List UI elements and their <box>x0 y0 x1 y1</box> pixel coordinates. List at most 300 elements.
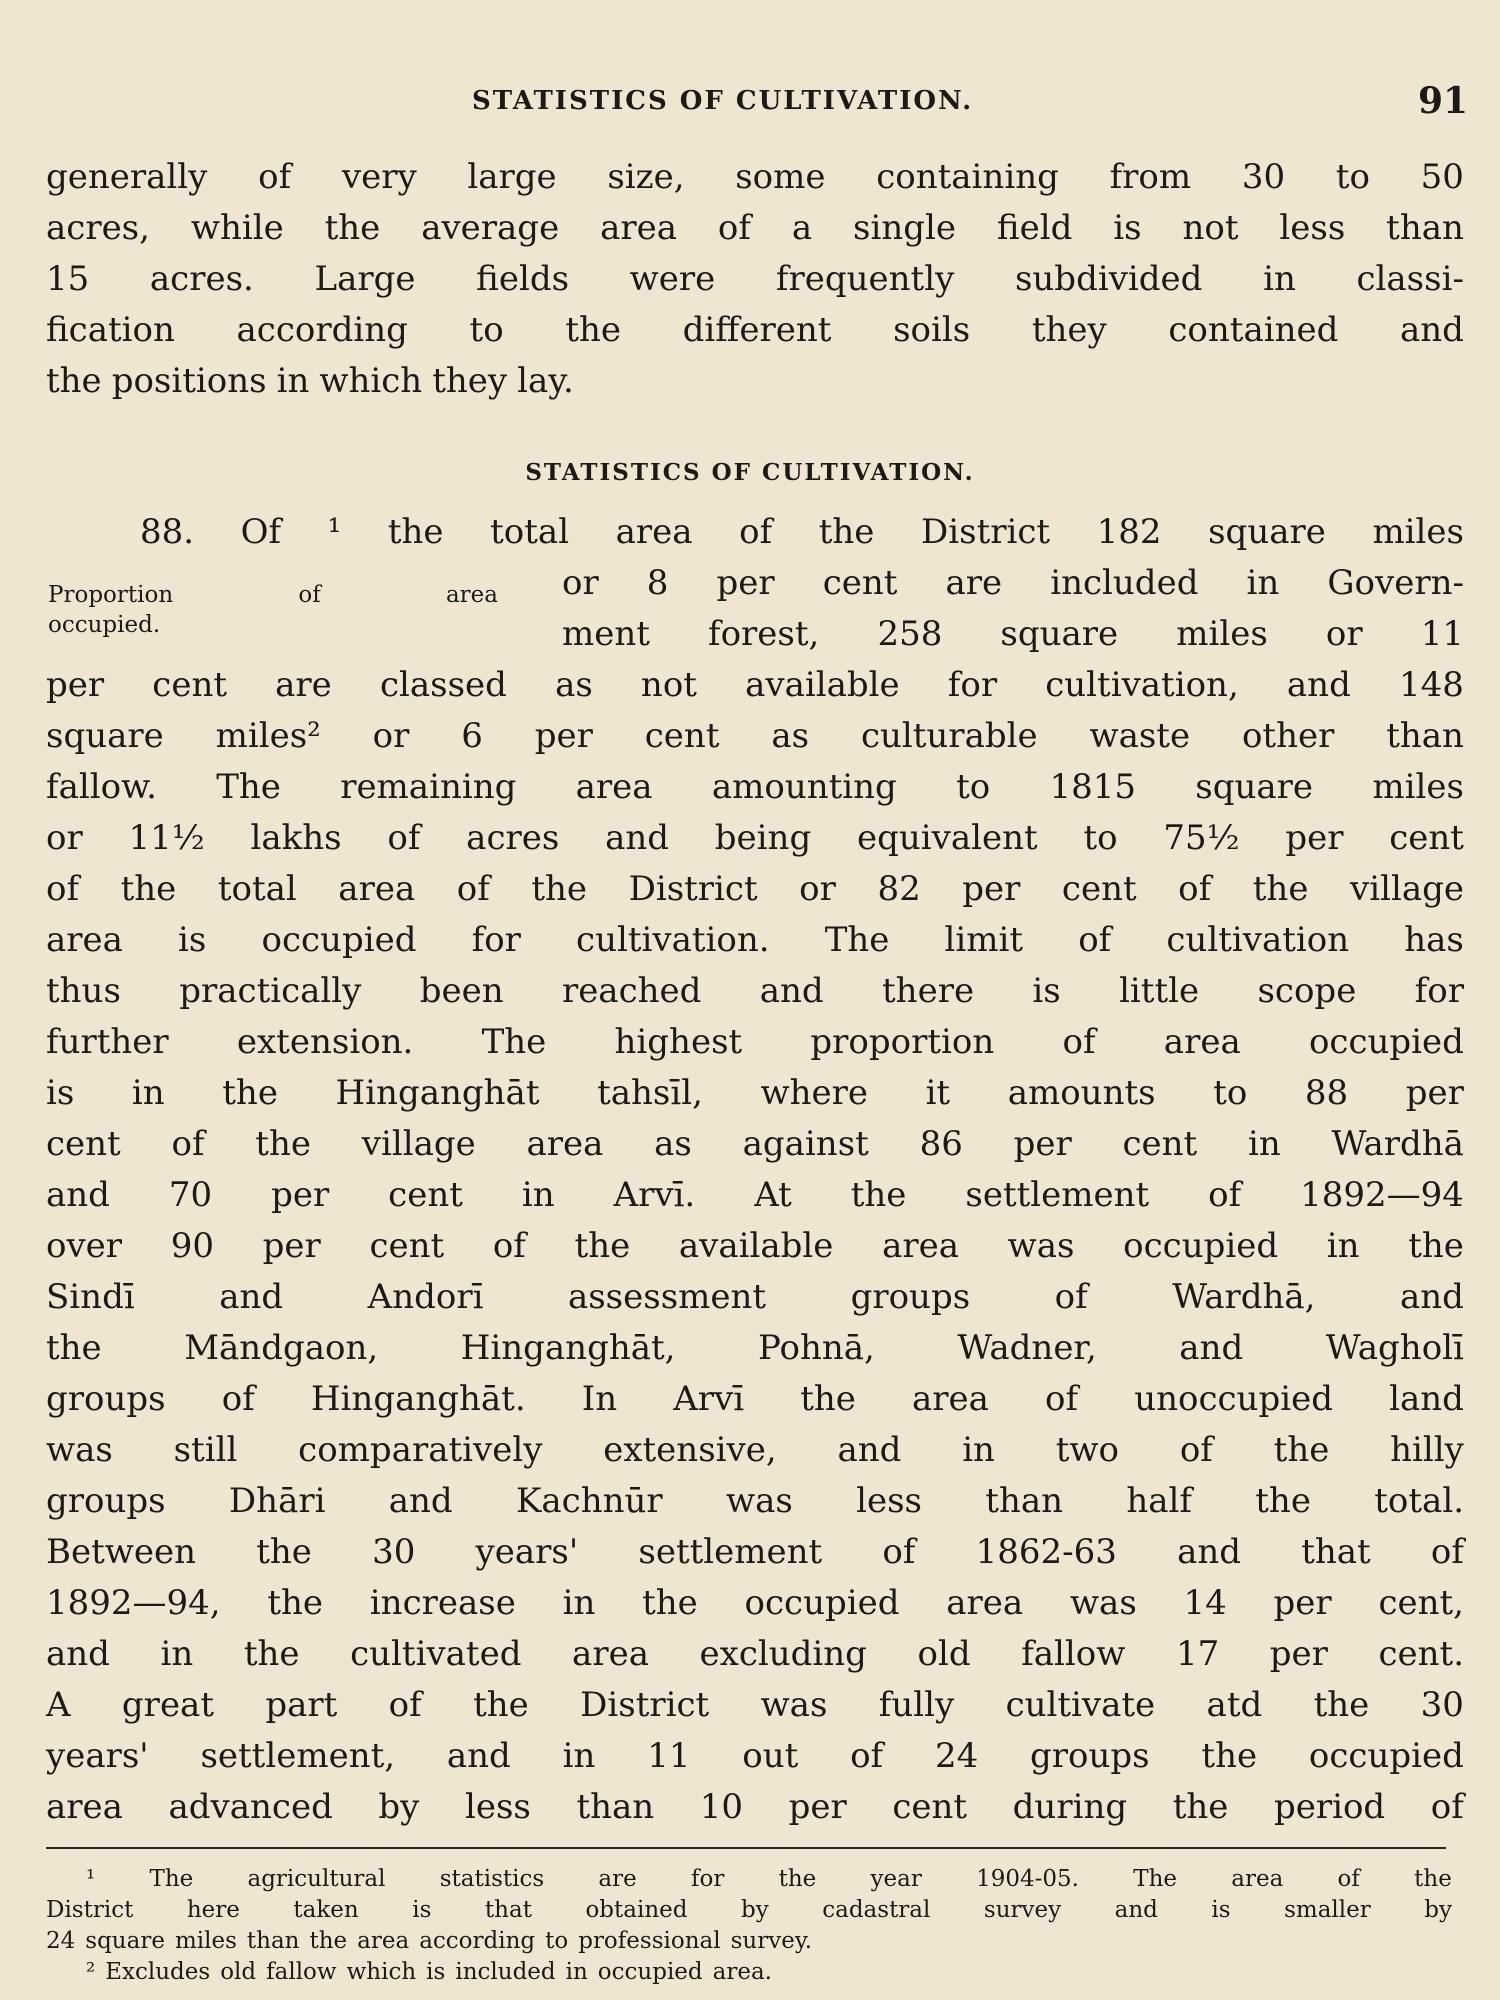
word: the <box>1172 1787 1229 1827</box>
word: The <box>149 1866 194 1892</box>
word: square <box>1000 614 1119 654</box>
word: At <box>754 1175 792 1215</box>
word: less <box>464 1787 531 1827</box>
word: occupied <box>597 1959 703 1985</box>
word: Govern- <box>1327 563 1464 603</box>
word: remaining <box>340 767 517 807</box>
word: 1815 <box>1049 767 1137 807</box>
word: miles <box>1372 767 1464 807</box>
word: equivalent <box>856 818 1038 858</box>
word: miles <box>1372 512 1464 552</box>
word: subdivided <box>1014 259 1203 299</box>
word: 24 <box>46 1928 76 1954</box>
word: square <box>1208 512 1326 552</box>
text-line <box>46 1017 1464 1068</box>
word: they <box>1031 310 1107 350</box>
word: Wagholī <box>1325 1328 1464 1368</box>
footnote-rule <box>46 1847 1446 1849</box>
word: Andorī <box>367 1277 484 1317</box>
word: than <box>576 1787 655 1827</box>
word: is <box>1032 971 1061 1011</box>
word: area <box>526 1124 604 1164</box>
word: ² <box>86 1959 96 1985</box>
word: over <box>46 1226 123 1266</box>
word: according <box>419 1928 536 1954</box>
word: or <box>46 818 83 858</box>
word: the <box>531 869 588 909</box>
word: little <box>1119 971 1200 1011</box>
word: and <box>1400 310 1464 350</box>
word: available <box>745 665 900 705</box>
word: the <box>565 310 621 350</box>
word: of <box>1054 1277 1088 1317</box>
text-line <box>46 1425 1464 1476</box>
word: per <box>1285 818 1344 858</box>
word: and <box>388 1481 453 1521</box>
word: occupied <box>261 920 417 960</box>
word: year <box>870 1866 922 1892</box>
word: and <box>1400 1277 1464 1317</box>
word: 11 <box>1420 614 1464 654</box>
word: the <box>387 512 444 552</box>
text-line <box>140 507 1464 558</box>
word: the <box>256 1532 312 1572</box>
word: increase <box>369 1583 516 1623</box>
word: ¹ <box>86 1866 96 1892</box>
word: ¹ <box>327 512 342 552</box>
word: is <box>412 1897 432 1923</box>
word: to <box>1335 157 1370 197</box>
word: in <box>160 1634 194 1674</box>
word: the <box>800 1379 856 1419</box>
word: taken <box>293 1897 359 1923</box>
word: the <box>120 869 177 909</box>
word: and <box>219 1277 284 1317</box>
word: of <box>1337 1866 1360 1892</box>
text-line <box>46 356 1464 407</box>
word: old <box>917 1634 971 1674</box>
word: fication <box>46 310 175 350</box>
word: were <box>629 259 716 299</box>
word: practically <box>179 971 362 1011</box>
word: obtained <box>585 1897 688 1923</box>
word: in <box>562 1583 596 1623</box>
word: 182 <box>1096 512 1162 552</box>
word: statistics <box>439 1866 545 1892</box>
word: cadastral <box>822 1897 931 1923</box>
word: Hinganghāt <box>335 1073 540 1113</box>
word: per <box>1273 1583 1332 1623</box>
word: comparatively <box>298 1430 543 1470</box>
word: cent <box>644 716 720 756</box>
word: still <box>173 1430 238 1470</box>
word: was <box>1069 1583 1137 1623</box>
word: the <box>1313 1685 1370 1725</box>
word: a <box>791 208 813 248</box>
word: 1892—94, <box>46 1583 221 1623</box>
text-line <box>46 1170 1464 1221</box>
word: Wadner, <box>957 1328 1097 1368</box>
word: for <box>471 920 521 960</box>
word: occupied <box>1308 1022 1464 1062</box>
word: miles <box>174 1928 237 1954</box>
word: village <box>1349 869 1464 909</box>
word: fields <box>476 259 570 299</box>
word: The <box>481 1022 547 1062</box>
word: during <box>1012 1787 1128 1827</box>
word: or <box>562 563 599 603</box>
word: area <box>575 767 653 807</box>
word: square <box>85 1928 165 1954</box>
word: Arvī <box>673 1379 745 1419</box>
word: of <box>1430 1532 1464 1572</box>
text-line <box>46 1578 1464 1629</box>
word: smaller <box>1284 1897 1371 1923</box>
word: of <box>1430 1787 1464 1827</box>
word: miles <box>1176 614 1268 654</box>
word: tahsīl, <box>597 1073 703 1113</box>
word: further <box>46 1022 169 1062</box>
word: and <box>1286 665 1351 705</box>
word: area <box>1163 1022 1241 1062</box>
word: cent <box>388 1175 463 1215</box>
word: 70 <box>168 1175 213 1215</box>
word: Dhāri <box>228 1481 326 1521</box>
word: the <box>222 1073 278 1113</box>
word: 24 <box>934 1736 979 1776</box>
word: of <box>388 1685 422 1725</box>
word: 8 <box>646 563 669 603</box>
word: was <box>725 1481 793 1521</box>
word: acres. <box>149 259 254 299</box>
word: here <box>186 1897 240 1923</box>
word: against <box>742 1124 869 1164</box>
word: land <box>1389 1379 1464 1419</box>
paragraph-continued <box>46 152 1464 407</box>
word: groups <box>46 1379 166 1419</box>
word: square <box>1195 767 1314 807</box>
word: years' <box>46 1736 149 1776</box>
word: in <box>1263 259 1296 299</box>
word: assessment <box>567 1277 767 1317</box>
word: are <box>275 665 332 705</box>
word: the <box>267 1583 324 1623</box>
word: cent <box>369 1226 445 1266</box>
word: in <box>962 1430 995 1470</box>
word: was <box>1007 1226 1075 1266</box>
text-line <box>46 203 1464 254</box>
text-line <box>46 762 1464 813</box>
word: Between <box>46 1532 197 1572</box>
word: and <box>46 1175 110 1215</box>
word: of <box>882 1532 916 1572</box>
word: Pohnā, <box>758 1328 875 1368</box>
word: included <box>1050 563 1199 603</box>
word: period <box>1273 1787 1386 1827</box>
word: or <box>799 869 836 909</box>
word: for <box>691 1866 725 1892</box>
word: occupied. <box>48 612 161 638</box>
word: area <box>445 582 498 608</box>
word: groups <box>850 1277 971 1317</box>
word: Sindī <box>46 1277 135 1317</box>
word: soils <box>893 310 971 350</box>
word: per <box>716 563 775 603</box>
word: in <box>565 1959 588 1985</box>
word: generally <box>46 157 208 197</box>
word: 86 <box>919 1124 963 1164</box>
section-heading: STATISTICS OF CULTIVATION. <box>525 459 975 486</box>
word: square <box>46 716 164 756</box>
word: cent <box>822 563 898 603</box>
word: cultivation, <box>1045 665 1239 705</box>
word: or <box>372 716 410 756</box>
word: in <box>276 361 310 401</box>
word: the <box>309 1928 348 1954</box>
text-line <box>46 1957 1452 1988</box>
word: for <box>947 665 998 705</box>
word: where <box>760 1073 868 1113</box>
word: Proportion <box>48 582 174 608</box>
text-line <box>46 660 1464 711</box>
word: area <box>600 208 678 248</box>
word: survey <box>983 1897 1062 1923</box>
word: average <box>421 208 560 248</box>
word: out <box>742 1736 799 1776</box>
word: to <box>545 1928 569 1954</box>
word: the <box>243 1634 300 1674</box>
text-line <box>46 1527 1464 1578</box>
word: area <box>572 1634 649 1674</box>
word: highest <box>614 1022 743 1062</box>
word: the <box>850 1175 907 1215</box>
word: positions <box>111 361 267 401</box>
word: Kachnūr <box>516 1481 663 1521</box>
word: by <box>378 1787 420 1827</box>
word: of <box>850 1736 884 1776</box>
paragraph-88-first-line <box>140 507 1464 558</box>
word: as <box>654 1124 692 1164</box>
word: the <box>1252 869 1309 909</box>
word: area <box>357 1928 410 1954</box>
word: hilly <box>1390 1430 1464 1470</box>
word: in <box>1326 1226 1360 1266</box>
word: lay. <box>517 361 574 401</box>
word: fallow <box>1021 1634 1126 1674</box>
word: per <box>1405 1073 1464 1113</box>
word: 10 <box>699 1787 744 1827</box>
word: waste <box>1089 716 1191 756</box>
word: is <box>46 1073 75 1113</box>
word: frequently <box>775 259 955 299</box>
word: Of <box>240 512 282 552</box>
word: fallow. <box>46 767 157 807</box>
word: lakhs <box>250 818 342 858</box>
word: are <box>945 563 1003 603</box>
word: per <box>788 1787 847 1827</box>
word: the <box>46 361 102 401</box>
word: the <box>818 512 875 552</box>
word: of <box>171 1124 205 1164</box>
text-line <box>46 1221 1464 1272</box>
word: of <box>1045 1379 1079 1419</box>
word: cent <box>1061 869 1137 909</box>
word: of <box>739 512 773 552</box>
word: in <box>131 1073 165 1113</box>
word: they <box>432 361 508 401</box>
word: scope <box>1257 971 1357 1011</box>
text-line <box>46 1323 1464 1374</box>
word: 15 <box>46 259 90 299</box>
word: of <box>258 157 292 197</box>
text-line <box>46 1374 1464 1425</box>
word: area <box>946 1583 1024 1623</box>
word: 88. <box>140 512 195 552</box>
word: of <box>1208 1175 1242 1215</box>
margin-note-line <box>48 580 498 610</box>
word: limit <box>944 920 1024 960</box>
word: per <box>1013 1124 1072 1164</box>
word: is <box>1113 208 1142 248</box>
word: the <box>46 1328 102 1368</box>
word: cent <box>1389 818 1464 858</box>
text-line <box>46 915 1464 966</box>
margin-note <box>48 580 498 640</box>
page-number: 91 <box>1418 80 1469 122</box>
word: that <box>484 1897 532 1923</box>
word: acres <box>466 818 560 858</box>
word: of <box>492 1226 526 1266</box>
word: settlement <box>638 1532 823 1572</box>
word: is <box>1211 1897 1231 1923</box>
word: being <box>714 818 812 858</box>
word: of <box>717 208 751 248</box>
word: Arvī. <box>613 1175 696 1215</box>
word: District <box>580 1685 710 1725</box>
word: of <box>221 1379 255 1419</box>
word: excluding <box>699 1634 867 1674</box>
word: for <box>1414 971 1464 1011</box>
word: and <box>837 1430 902 1470</box>
word: was <box>46 1430 113 1470</box>
word: of <box>456 869 490 909</box>
text-line <box>46 1782 1464 1833</box>
word: single <box>853 208 957 248</box>
word: are <box>598 1866 637 1892</box>
word: The <box>824 920 890 960</box>
word: to <box>1213 1073 1248 1113</box>
word: or <box>1325 614 1363 654</box>
word: that <box>1301 1532 1371 1572</box>
word: 30 <box>1241 157 1286 197</box>
text-line <box>46 966 1464 1017</box>
text-line <box>46 711 1464 762</box>
word: atd <box>1206 1685 1263 1725</box>
text-line <box>46 254 1464 305</box>
word: 11 <box>647 1736 691 1776</box>
word: in <box>1247 1124 1281 1164</box>
word: and <box>46 1634 110 1674</box>
word: the <box>642 1583 698 1623</box>
word: acres, <box>46 208 150 248</box>
margin-note-line <box>48 610 498 640</box>
word: area <box>912 1379 989 1419</box>
running-title: STATISTICS OF CULTIVATION. <box>472 86 974 116</box>
word: not <box>1182 208 1239 248</box>
word: 1904-05. <box>976 1866 1079 1892</box>
word: less <box>856 1481 922 1521</box>
word: cultivation. <box>576 920 770 960</box>
text-line <box>46 152 1464 203</box>
word: unoccupied <box>1134 1379 1333 1419</box>
word: village <box>361 1124 476 1164</box>
word: 90 <box>170 1226 214 1266</box>
word: occupied <box>1123 1226 1279 1266</box>
word: there <box>882 971 975 1011</box>
word: the <box>1414 1866 1452 1892</box>
word: contained <box>1168 310 1339 350</box>
word: and <box>1114 1897 1158 1923</box>
word: available <box>678 1226 834 1266</box>
word: per <box>271 1175 330 1215</box>
word: classed <box>379 665 507 705</box>
word: field <box>996 208 1073 248</box>
text-line <box>46 1476 1464 1527</box>
word: Excludes <box>105 1959 211 1985</box>
word: advanced <box>168 1787 333 1827</box>
text-line <box>46 1680 1464 1731</box>
word: Hinganghāt. <box>310 1379 526 1419</box>
word: per <box>1269 1634 1328 1674</box>
word: the <box>1201 1736 1258 1776</box>
word: is <box>178 920 207 960</box>
word: of <box>1062 1022 1096 1062</box>
word: The <box>1133 1866 1177 1892</box>
footnotes <box>46 1864 1452 1988</box>
word: of <box>387 818 421 858</box>
word: of <box>298 582 321 608</box>
word: forest, <box>708 614 820 654</box>
word: been <box>419 971 504 1011</box>
word: 88 <box>1304 1073 1349 1113</box>
word: very <box>341 157 417 197</box>
word: groups <box>46 1481 166 1521</box>
word: was <box>760 1685 828 1725</box>
word: culturable <box>860 716 1038 756</box>
word: cent <box>46 1124 121 1164</box>
word: miles² <box>215 716 321 756</box>
word: which <box>346 1959 417 1985</box>
text-line <box>562 609 1464 660</box>
word: of <box>1078 920 1112 960</box>
word: occupied <box>1308 1736 1464 1776</box>
word: Wardhā, <box>1172 1277 1316 1317</box>
word: area <box>1231 1866 1284 1892</box>
word: and <box>605 818 670 858</box>
word: per <box>962 869 1021 909</box>
word: survey. <box>730 1928 813 1954</box>
word: 258 <box>877 614 943 654</box>
word: 1862-63 <box>975 1532 1117 1572</box>
word: cultivated <box>350 1634 522 1674</box>
page-header <box>0 80 1500 126</box>
word: cent <box>1122 1124 1198 1164</box>
word: A <box>46 1685 71 1725</box>
word: extension. <box>236 1022 414 1062</box>
text-line <box>46 1864 1452 1895</box>
word: 75½ <box>1163 818 1240 858</box>
text-line <box>46 1629 1464 1680</box>
